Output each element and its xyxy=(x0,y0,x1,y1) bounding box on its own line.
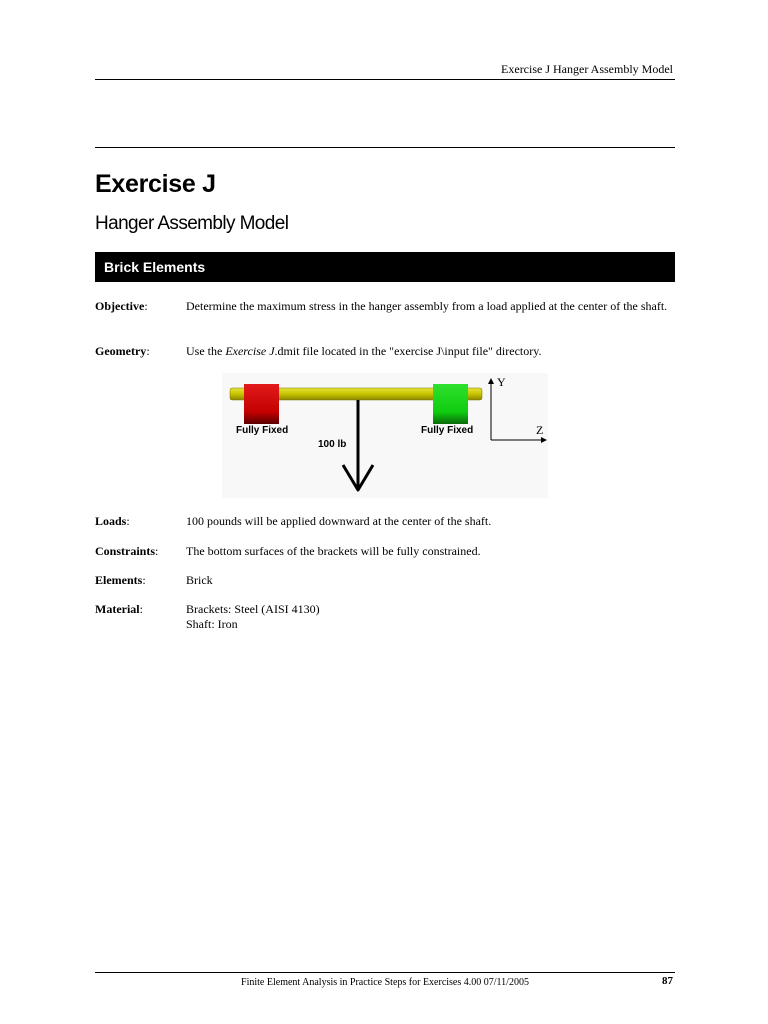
running-header: Exercise J Hanger Assembly Model xyxy=(501,62,673,76)
left-bracket xyxy=(244,384,279,424)
title-top-rule xyxy=(95,147,675,148)
loads-label: Loads: xyxy=(95,514,130,528)
material-label: Material: xyxy=(95,602,143,616)
chapter-subtitle: Hanger Assembly Model xyxy=(95,213,289,234)
objective-value: Determine the maximum stress in the hanger assembly from a load applied at the center of the shaft. xyxy=(186,299,668,313)
geometry-value: Use the Exercise J.dmit file located in the "exercise J\input file" directory. xyxy=(186,344,542,358)
header-rule xyxy=(95,79,675,80)
geometry-label: Geometry: xyxy=(95,344,150,358)
constraints-label: Constraints: xyxy=(95,544,159,558)
loads-value: 100 pounds will be applied downward at the center of the shaft. xyxy=(186,514,492,528)
z-axis-label: Z xyxy=(536,423,544,437)
material-value xyxy=(186,602,674,632)
page-number: 87 xyxy=(662,975,673,987)
y-axis-label: Y xyxy=(497,375,506,389)
constraints-value: The bottom surfaces of the brackets will be fully constrained. xyxy=(186,544,481,558)
chapter-title: Exercise J xyxy=(95,170,216,198)
elements-value: Brick xyxy=(186,573,213,587)
material-line-brackets: Brackets: Steel (AISI 4130) xyxy=(186,602,320,616)
material-line-shaft: Shaft: Iron xyxy=(186,617,238,631)
hanger-diagram xyxy=(222,373,548,498)
load-label: 100 lb xyxy=(318,439,347,450)
right-bracket xyxy=(433,384,468,424)
footer-rule xyxy=(95,972,675,973)
section-heading: Brick Elements xyxy=(104,259,206,275)
running-footer: Finite Element Analysis in Practice Steps for Exercises 4.00 07/11/2005 xyxy=(241,977,529,988)
objective-label: Objective: xyxy=(95,299,148,313)
left-support-label: Fully Fixed xyxy=(236,425,289,436)
right-support-label: Fully Fixed xyxy=(421,425,474,436)
section-heading-bar xyxy=(95,252,675,282)
elements-label: Elements: xyxy=(95,573,146,587)
